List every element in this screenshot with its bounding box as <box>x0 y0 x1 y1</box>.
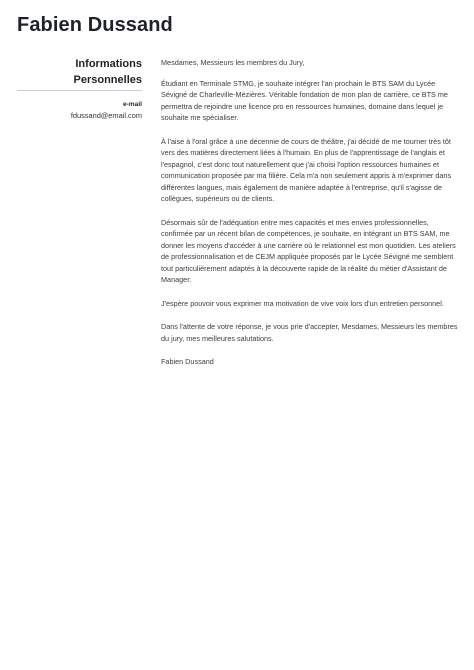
email-label: e-mail <box>122 101 142 108</box>
applicant-name: Fabien Dussand <box>17 14 173 36</box>
letter-salutation: Mesdames, Messieurs les membres du Jury, <box>161 58 305 67</box>
letter-paragraph-5: Dans l'attente de votre réponse, je vous prie d'accepter, Mesdames, Messieurs les membres du jury, mes meilleures salutations. <box>161 322 458 343</box>
letter-signature: Fabien Dussand <box>161 357 214 366</box>
letter-paragraph-3: Désormais sûr de l'adéquation entre mes capacités et mes envies professionnelles, confirmée par un récent bilan de compétences, je souhaite, en intégrant un BTS SAM, me donner les moyens d'accéder à une carrière où le relationnel est mon quotidien. Les ateliers de professionnalisation et de CEJM appliquée proposés par le Lycée Sévigné me semblent tout particulièrement adaptés à la découverte rapide de la réalité du métier d'Assistant de Manager. <box>161 217 456 284</box>
letter-paragraph-2: À l'aise à l'oral grâce à une décennie de cours de théâtre, j'ai décidé de me tourner très tôt vers des matières directement liées à l'humain. En plus de l'apprentissage de l'anglais et l'espagnol, c'est donc tout naturellement que j'ai choisi l'option ressources humaines et communication proposée par ma filière. Cela m'a non seulement appris à m'exprimer dans différentes langues, mais également de manière adaptée à l'entreprise, qu'il s'agisse de collègues, supérieurs ou de clients. <box>161 136 452 203</box>
letter-paragraph-1: Étudiant en Terminale STMG, je souhaite intégrer l'an prochain le BTS SAM du Lycée Sévigné de Charleville-Mézières. Véritable fondation de mon plan de carrière, ce BTS me permettra de rejoindre une licence pro en ressources humaines, domaine dans lequel je souhaite me spécialiser. <box>161 78 448 122</box>
letter-body <box>161 57 459 380</box>
email-value: fdussand@email.com <box>70 111 142 120</box>
personal-info-heading: Informations Personnelles <box>17 57 142 91</box>
personal-info-sidebar <box>17 57 142 121</box>
letter-paragraph-4: J'espère pouvoir vous exprimer ma motivation de vive voix lors d'un entretien personnel. <box>161 298 444 308</box>
